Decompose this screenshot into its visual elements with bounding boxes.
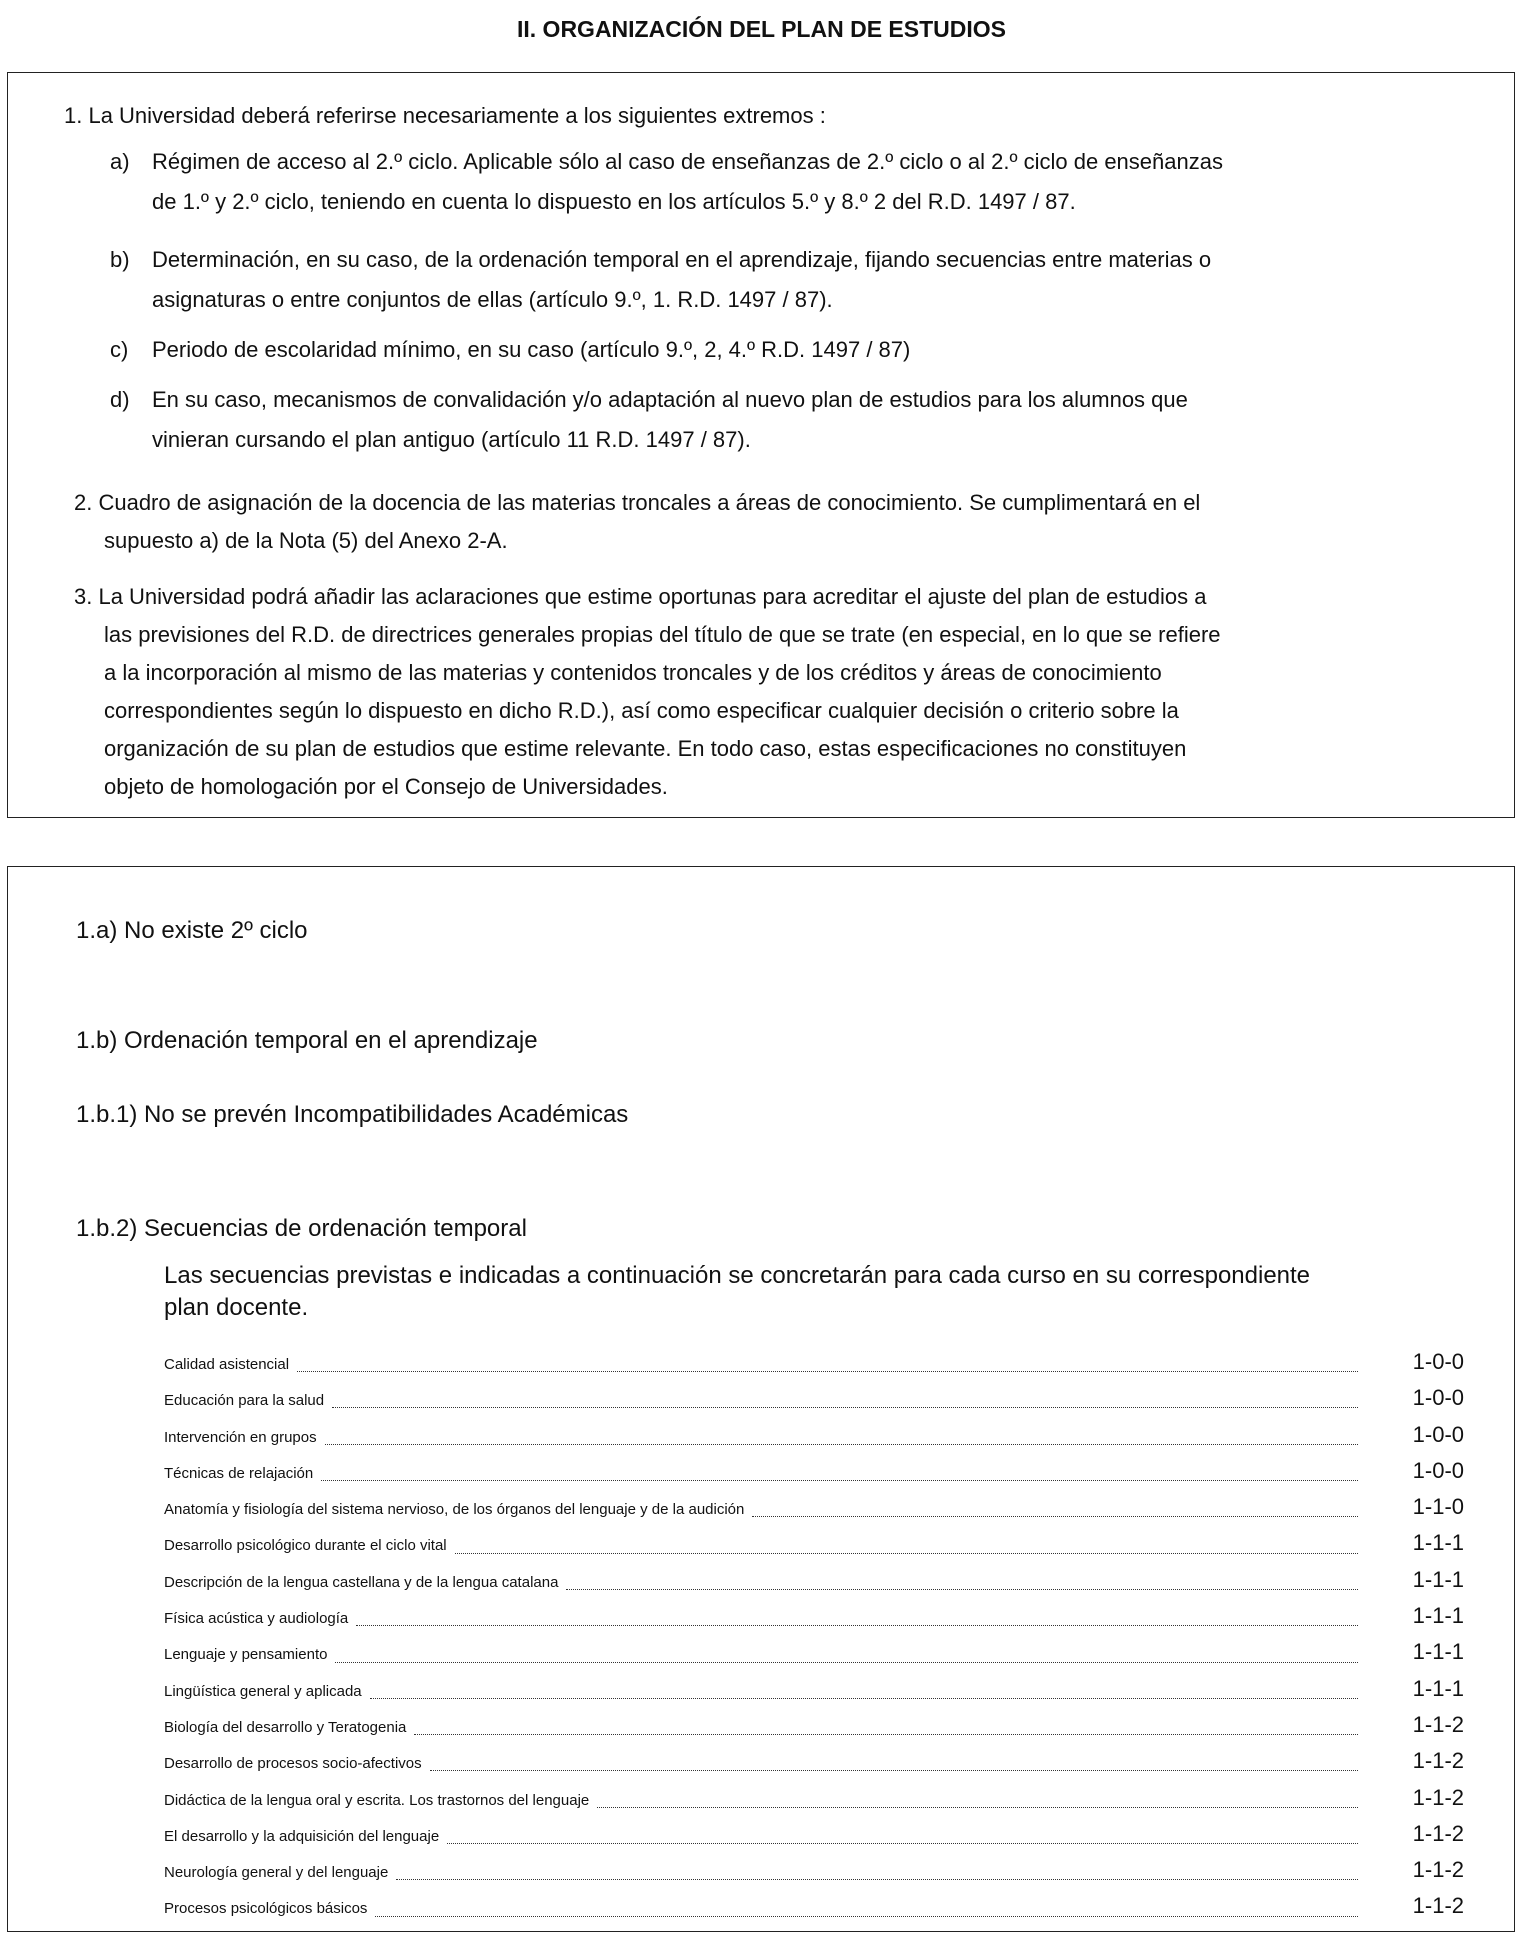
subject-name: Anatomía y fisiología del sistema nervioso, de los órganos del lenguaje y de la audición	[164, 1501, 745, 1519]
sequence-row	[164, 1458, 1464, 1494]
sequence-code: 1-0-0	[1412, 1457, 1464, 1483]
subject-name: Procesos psicológicos básicos	[164, 1900, 368, 1918]
subject-name: Didáctica de la lengua oral y escrita. Los trastornos del lenguaje	[164, 1791, 590, 1809]
point-text-continued: objeto de homologación por el Consejo de Universidades.	[104, 774, 668, 799]
sequence-code: 1-1-2	[1412, 1784, 1464, 1810]
dot-leader	[325, 1443, 1358, 1445]
dot-leader	[455, 1552, 1358, 1554]
sequence-row	[164, 1785, 1464, 1821]
dot-leader	[332, 1406, 1358, 1408]
dot-leader	[597, 1806, 1358, 1808]
requirement-point-3	[74, 578, 1494, 806]
subject-name: Técnicas de relajación	[164, 1464, 314, 1482]
dot-leader	[752, 1515, 1358, 1517]
point-text-continued: correspondientes según lo dispuesto en dicho R.D.), así como especificar cualquier decisión o criterio sobre la	[104, 698, 1179, 723]
sequence-list	[164, 1349, 1464, 1930]
sequence-row	[164, 1567, 1464, 1603]
requirement-item-a	[110, 142, 1475, 222]
sequence-row	[164, 1712, 1464, 1748]
subject-name: Neurología general y del lenguaje	[164, 1864, 389, 1882]
sequence-row	[164, 1494, 1464, 1530]
item-text: Periodo de escolaridad mínimo, en su caso (artículo 9.º, 2, 4.º R.D. 1497 / 87)	[152, 337, 911, 362]
subject-name: Lingüística general y aplicada	[164, 1682, 362, 1700]
sequence-code: 1-1-1	[1412, 1530, 1464, 1556]
item-marker: a)	[110, 149, 130, 174]
item-text: En su caso, mecanismos de convalidación y/o adaptación al nuevo plan de estudios para los alumnos que	[152, 387, 1188, 412]
subject-name: Educación para la salud	[164, 1392, 325, 1410]
item-text-continued: vinieran cursando el plan antiguo (artículo 11 R.D. 1497 / 87).	[152, 427, 751, 452]
item-text-continued: de 1.º y 2.º ciclo, teniendo en cuenta lo dispuesto en los artículos 5.º y 8.º 2 del R.D. 1497 / 87.	[152, 189, 1076, 214]
point-text: 3. La Universidad podrá añadir las aclaraciones que estime oportunas para acreditar el ajuste del plan de estudios a	[74, 584, 1207, 609]
sequence-row	[164, 1385, 1464, 1421]
point-text: 2. Cuadro de asignación de la docencia de las materias troncales a áreas de conocimiento. Se cumplimentará en el	[74, 490, 1201, 515]
sequence-code: 1-0-0	[1412, 1421, 1464, 1447]
point-text-continued: supuesto a) de la Nota (5) del Anexo 2-A.	[104, 528, 508, 553]
item-text: Determinación, en su caso, de la ordenación temporal en el aprendizaje, fijando secuencias entre materias o	[152, 247, 1212, 272]
item-text-continued: asignaturas o entre conjuntos de ellas (artículo 9.º, 1. R.D. 1497 / 87).	[152, 287, 833, 312]
dot-leader	[396, 1878, 1358, 1880]
point-text-continued: las previsiones del R.D. de directrices generales propias del título de que se trate (en especial, en lo que se refiere	[104, 622, 1221, 647]
dot-leader	[447, 1842, 1358, 1844]
sequence-row	[164, 1893, 1464, 1929]
sequence-row	[164, 1422, 1464, 1458]
dot-leader	[297, 1370, 1358, 1372]
subject-name: Desarrollo de procesos socio-afectivos	[164, 1755, 422, 1773]
point-text-continued: organización de su plan de estudios que estime relevante. En todo caso, estas especificaciones no constituyen	[104, 736, 1187, 761]
sequence-code: 1-1-2	[1412, 1820, 1464, 1846]
answer-1a: 1.a) No existe 2º ciclo	[76, 917, 308, 944]
dot-leader	[356, 1624, 1358, 1626]
subject-name: Calidad asistencial	[164, 1356, 290, 1373]
sequence-row	[164, 1857, 1464, 1893]
sequence-row	[164, 1530, 1464, 1566]
dot-leader	[375, 1915, 1358, 1917]
answer-1b2-description: Las secuencias previstas e indicadas a continuación se concretarán para cada curso en su correspondiente	[164, 1262, 1311, 1289]
subject-name: Intervención en grupos	[164, 1428, 317, 1446]
dot-leader	[566, 1588, 1358, 1590]
subject-name: Descripción de la lengua castellana y de la lengua catalana	[164, 1573, 559, 1591]
sequence-code: 1-1-2	[1412, 1711, 1464, 1737]
sequence-code: 1-1-1	[1412, 1675, 1464, 1701]
sequence-code: 1-1-2	[1412, 1893, 1464, 1919]
sequence-code: 1-1-0	[1412, 1494, 1464, 1520]
item-marker: d)	[110, 387, 130, 412]
sequence-row	[164, 1349, 1464, 1385]
sequence-code: 1-0-0	[1412, 1349, 1464, 1374]
point-text-continued: a la incorporación al mismo de las materias y contenidos troncales y de los créditos y áreas de conocimiento	[104, 660, 1162, 685]
item-text: Régimen de acceso al 2.º ciclo. Aplicable sólo al caso de enseñanzas de 2.º ciclo o al 2.º ciclo de enseñanzas	[152, 149, 1223, 174]
sequence-code: 1-1-2	[1412, 1748, 1464, 1774]
requirement-point-2	[74, 484, 1494, 560]
dot-leader	[370, 1697, 1358, 1699]
sequence-row	[164, 1676, 1464, 1712]
dot-leader	[414, 1733, 1358, 1735]
sequence-row	[164, 1639, 1464, 1675]
dot-leader	[335, 1661, 1358, 1663]
sequence-code: 1-1-1	[1412, 1639, 1464, 1665]
sequence-code: 1-1-1	[1412, 1603, 1464, 1629]
answer-1b2: 1.b.2) Secuencias de ordenación temporal	[76, 1215, 527, 1242]
answer-1b1: 1.b.1) No se prevén Incompatibilidades Académicas	[76, 1101, 629, 1128]
subject-name: El desarrollo y la adquisición del lenguaje	[164, 1827, 440, 1845]
page-title: II. ORGANIZACIÓN DEL PLAN DE ESTUDIOS	[517, 16, 1006, 43]
sequence-row	[164, 1821, 1464, 1857]
requirement-item-b	[110, 240, 1475, 320]
sequence-code: 1-1-1	[1412, 1566, 1464, 1592]
subject-name: Lenguaje y pensamiento	[164, 1646, 328, 1664]
sequence-row	[164, 1748, 1464, 1784]
subject-name: Física acústica y audiología	[164, 1610, 349, 1628]
dot-leader	[430, 1769, 1358, 1771]
item-marker: b)	[110, 247, 130, 272]
requirement-item-d	[110, 380, 1475, 460]
answer-1b: 1.b) Ordenación temporal en el aprendizaje	[76, 1027, 538, 1054]
requirements-intro: 1. La Universidad deberá referirse necesariamente a los siguientes extremos :	[64, 103, 826, 128]
sequence-code: 1-1-2	[1412, 1857, 1464, 1883]
sequence-row	[164, 1603, 1464, 1639]
answer-1b2-description-continued: plan docente.	[164, 1294, 309, 1321]
subject-name: Desarrollo psicológico durante el ciclo vital	[164, 1537, 447, 1555]
requirement-item-c	[110, 330, 1475, 370]
subject-name: Biología del desarrollo y Teratogenia	[164, 1718, 407, 1736]
sequence-code: 1-0-0	[1412, 1385, 1464, 1411]
item-marker: c)	[110, 337, 129, 362]
dot-leader	[321, 1479, 1358, 1481]
